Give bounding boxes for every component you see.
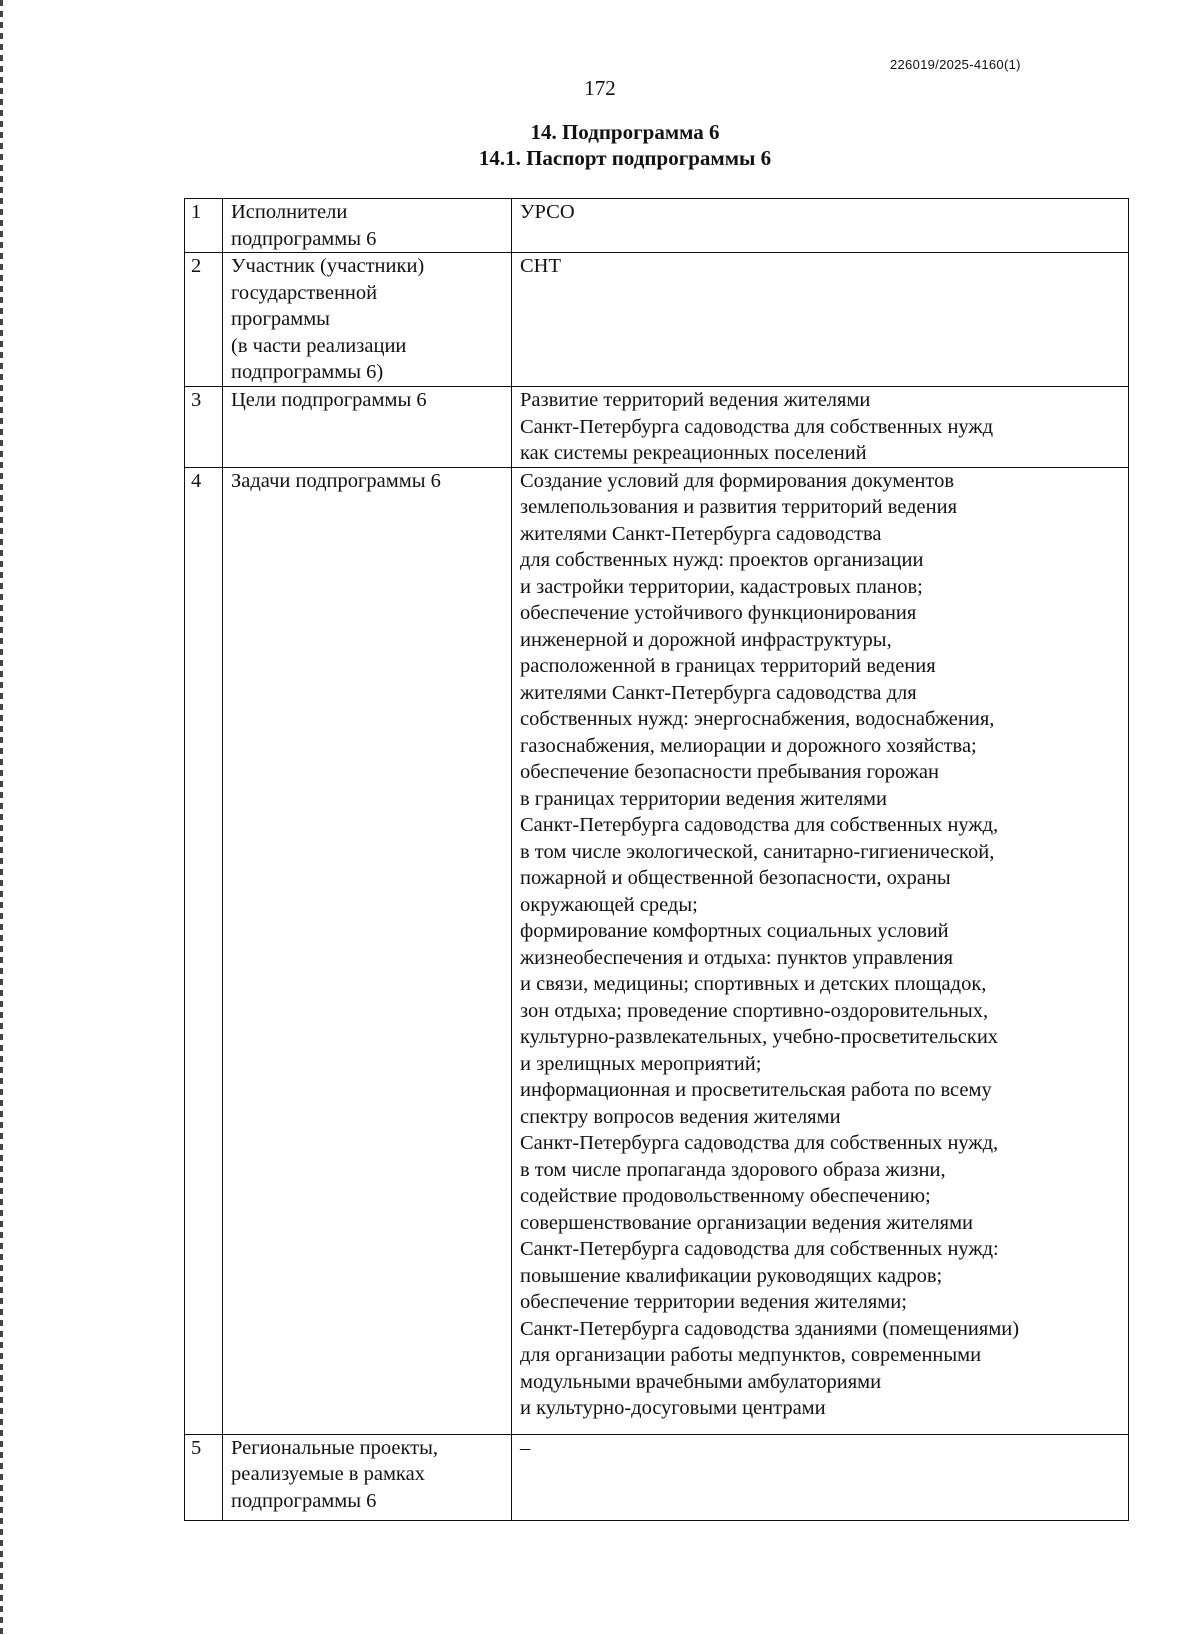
row-value: Развитие территорий ведения жителями Санкт-Петербурга садоводства для собственных нужд как системы рекреационных поселений [512, 387, 1129, 468]
registration-number: 226019/2025-4160(1) [890, 57, 1021, 72]
table-row [185, 1434, 1129, 1520]
row-label: Исполнители подпрограммы 6 [223, 199, 512, 253]
row-value: УРСО [512, 199, 1129, 253]
row-value: – [512, 1434, 1129, 1520]
table-row [185, 253, 1129, 387]
row-number: 3 [185, 387, 223, 468]
row-label: Региональные проекты, реализуемые в рамках подпрограммы 6 [223, 1434, 512, 1520]
row-label: Участник (участники) государственной программы (в части реализации подпрограммы 6) [223, 253, 512, 387]
row-number: 4 [185, 467, 223, 1434]
section-title: 14. Подпрограмма 6 [530, 120, 720, 144]
scan-edge [0, 0, 3, 1635]
row-number: 5 [185, 1434, 223, 1520]
row-number: 2 [185, 253, 223, 387]
page-number: 172 [584, 76, 616, 100]
row-value: Создание условий для формирования документов землепользования и развития территорий ведения жителями Санкт-Петербурга садоводства для собственных нужд: проектов организации и застройки территории, кадастровых планов; обеспечение устойчивого функционирования инженерной и дорожной инфраструктуры, расположенной в границах территорий ведения жителями Санкт-Петербурга садоводства для собственных нужд: энергоснабжения, водоснабжения, газоснабжения, мелиорации и дорожного хозяйства; обеспечение безопасности пребывания горожан в границах территории ведения жителями Санкт-Петербурга садоводства для собственных нужд, в том числе экологической, санитарно-гигиенической, пожарной и общественной безопасности, охраны окружающей среды; формирование комфортных социальных условий жизнеобеспечения и отдыха: пунктов управления и связи, медицины; спортивных и детских площадок, зон отдыха; проведение спортивно-оздоровительных, культурно-развлекательных, учебно-просветительских и зрелищных мероприятий; информационная и просветительская работа по всему спектру вопросов ведения жителями Санкт-Петербурга садоводства для собственных нужд, в том числе пропаганда здорового образа жизни, содействие продовольственному обеспечению; совершенствование организации ведения жителями Санкт-Петербурга садоводства для собственных нужд: повышение квалификации руководящих кадров; обеспечение территории ведения жителями; Санкт-Петербурга садоводства зданиями (помещениями) для организации работы медпунктов, современными модульными врачебными амбулаториями и культурно-досуговыми центрами [512, 467, 1129, 1434]
row-value: СНТ [512, 253, 1129, 387]
row-label: Задачи подпрограммы 6 [223, 467, 512, 1434]
row-number: 1 [185, 199, 223, 253]
row-label: Цели подпрограммы 6 [223, 387, 512, 468]
table-row [185, 467, 1129, 1434]
table-row [185, 199, 1129, 253]
passport-table [184, 198, 1129, 1521]
table-row [185, 387, 1129, 468]
section-subtitle: 14.1. Паспорт подпрограммы 6 [478, 146, 772, 170]
